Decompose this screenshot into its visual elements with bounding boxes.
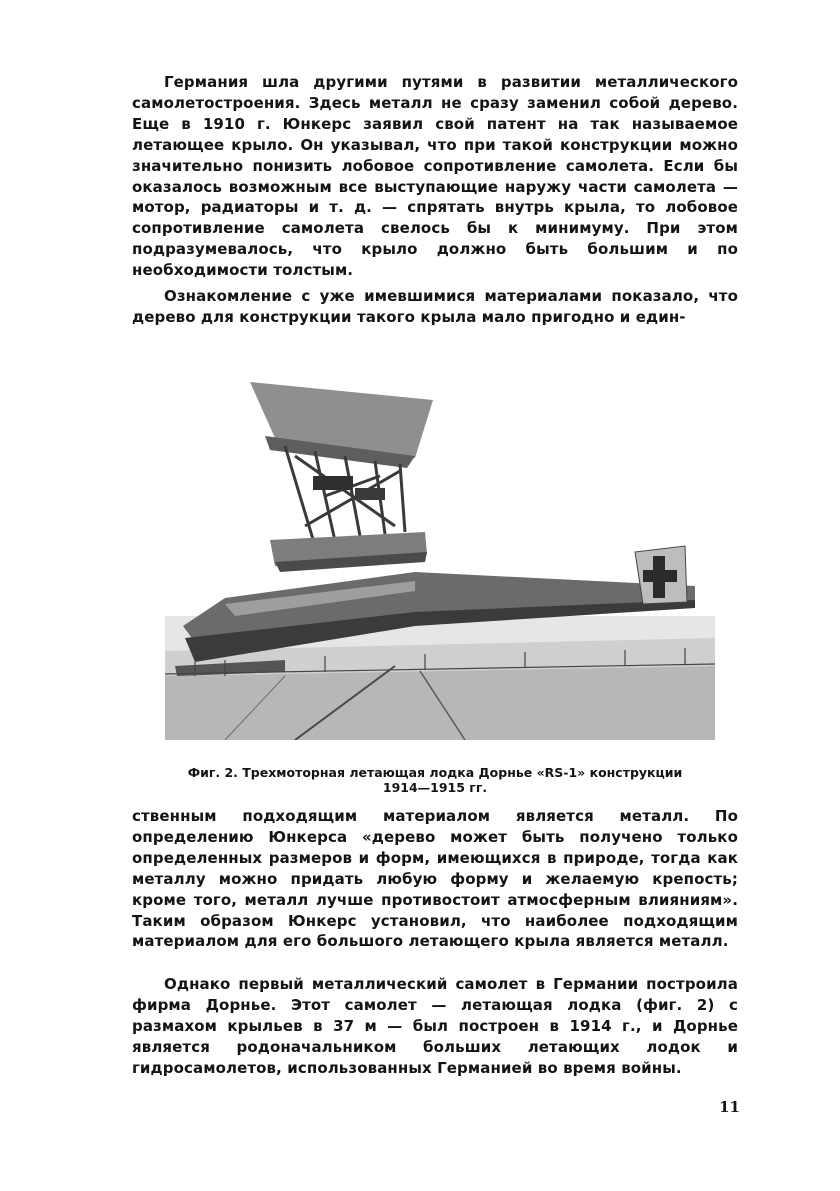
figure-caption-line-1: Фиг. 2. Трехмоторная летающая лодка Дорнье «RS-1» конструкции [187, 765, 683, 780]
figure-caption-line-2: 1914—1915 гг. [382, 780, 488, 795]
page-number: 11 [719, 1098, 740, 1116]
paragraph-dornier-first-metal-plane: Однако первый металлический самолет в Германии построила фирма Дорнье. Этот самолет — летающая лодка (фиг. 2) с размахом крыльев в 37 м — был построен в 1914 г., и Дорнье является родоначальником больших летающих лодок и гидросамолетов, использованных Германией во время войны. [132, 975, 738, 1077]
figure-caption [132, 765, 738, 795]
paragraph-junkers-metal-definition: ственным подходящим материалом является металл. По определению Юнкерса «дерево может быть получено только определенных размеров и форм, имеющихся в природе, тогда как металлу можно придать любую форму и желаемую крепость; кроме того, металл лучше противостоит атмосферным влияниям». Таким образом Юнкерс установил, что наиболее подходящим материалом для его большого летающего крыла является металл. [132, 807, 738, 951]
figure-dornier-flying-boat-photo [165, 376, 715, 740]
paragraph-materials-familiarization: Ознакомление с уже имевшимися материалами показало, что дерево для конструкции такого крыла мало пригодно и един- [132, 287, 738, 326]
paragraph-germany-metal-aircraft: Германия шла другими путями в развитии металлического самолетостроения. Здесь металл не сразу заменил собой дерево. Еще в 1910 г. Юнкерс заявил свой патент на так называемое летающее крыло. Он указывал, что при такой конструкции можно значительно понизить лобовое сопротивление самолета. Если бы оказалось возможным все выступающие наружу части самолета — мотор, радиаторы и т. д. — спрятать внутрь крыла, то лобовое сопротивление самолета свелось бы к минимуму. При этом подразумевалось, что крыло должно быть большим и по необходимости толстым. [132, 73, 738, 280]
